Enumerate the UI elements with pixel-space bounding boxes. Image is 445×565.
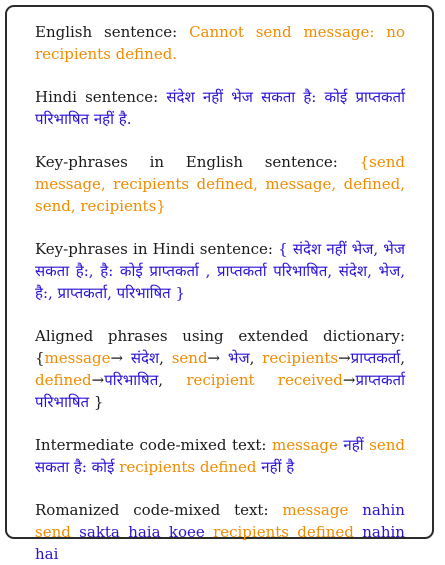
english-sentence-text: Cannot send message: no recipients defined. xyxy=(35,23,405,63)
aligned-separator: , xyxy=(159,349,172,367)
english-keyphrases-text: {send message, recipients defined, message, defined, send, recipients} xyxy=(35,153,405,215)
aligned-phrases xyxy=(35,325,405,413)
hindi-keyphrases xyxy=(35,238,405,304)
hindi-keyphrases-label: Key-phrases in Hindi sentence: xyxy=(35,240,273,258)
aligned-open-brace: { xyxy=(35,349,45,367)
intermediate-token: नहीं xyxy=(343,436,364,454)
romanized-token: nahin hai xyxy=(35,523,405,563)
english-sentence-label: English sentence: xyxy=(35,23,178,41)
hindi-sentence xyxy=(35,86,405,130)
aligned-english-phrase: defined xyxy=(35,371,92,389)
aligned-english-phrase: recipients xyxy=(262,349,339,367)
romanized-text xyxy=(35,499,405,565)
aligned-hindi-phrase: भेज xyxy=(227,349,250,367)
aligned-hindi-phrase: संदेश xyxy=(130,349,160,367)
aligned-arrow: → xyxy=(342,371,356,389)
aligned-separator: , xyxy=(400,349,405,367)
english-sentence xyxy=(35,21,405,65)
aligned-arrow: → xyxy=(110,349,131,367)
aligned-hindi-phrase: परिभाषित xyxy=(104,371,159,389)
example-box xyxy=(5,5,434,563)
english-keyphrases xyxy=(35,151,405,217)
romanized-token: message xyxy=(282,501,349,519)
aligned-english-phrase: send xyxy=(171,349,208,367)
intermediate-label: Intermediate code-mixed text: xyxy=(35,436,267,454)
romanized-label: Romanized code-mixed text: xyxy=(35,501,269,519)
aligned-english-phrase: recipient received xyxy=(186,371,343,389)
romanized-token: recipients defined xyxy=(213,523,354,541)
hindi-sentence-text: संदेश नहीं भेज सकता है: कोई प्राप्तकर्ता परिभाषित नहीं है. xyxy=(35,88,405,128)
english-keyphrases-label: Key-phrases in English sentence: xyxy=(35,153,338,171)
aligned-arrow: → xyxy=(91,371,105,389)
hindi-sentence-label: Hindi sentence: xyxy=(35,88,159,106)
intermediate-token: सकता है: कोई xyxy=(35,458,115,476)
intermediate-token: send xyxy=(369,436,405,454)
aligned-separator: , xyxy=(249,349,263,367)
intermediate-token: message xyxy=(271,436,338,454)
aligned-english-phrase: message xyxy=(44,349,111,367)
aligned-arrow: → xyxy=(207,349,228,367)
aligned-separator: , xyxy=(158,371,187,389)
intermediate-token: recipients defined xyxy=(119,458,257,476)
aligned-hindi-phrase: प्राप्तकर्ता xyxy=(350,349,401,367)
romanized-token: nahin xyxy=(362,501,405,519)
aligned-pairs xyxy=(35,349,405,411)
intermediate-text xyxy=(35,434,405,478)
aligned-phrases-label: Aligned phrases using extended dictionary: xyxy=(35,327,405,345)
romanized-token: sakta haia koee xyxy=(79,523,205,541)
aligned-close-brace: } xyxy=(93,393,104,411)
aligned-arrow: → xyxy=(338,349,351,367)
intermediate-token: नहीं है xyxy=(261,458,295,476)
hindi-keyphrases-text: { संदेश नहीं भेज, भेज सकता है:, है: कोई प्राप्तकर्ता , प्राप्तकर्ता परिभाषित, संदेश, भेज, है:, प्राप्तकर्ता, परिभाषित } xyxy=(35,240,405,302)
romanized-token: send xyxy=(35,523,71,541)
aligned-hindi-phrase: प्राप्तकर्ता परिभाषित xyxy=(35,371,405,411)
